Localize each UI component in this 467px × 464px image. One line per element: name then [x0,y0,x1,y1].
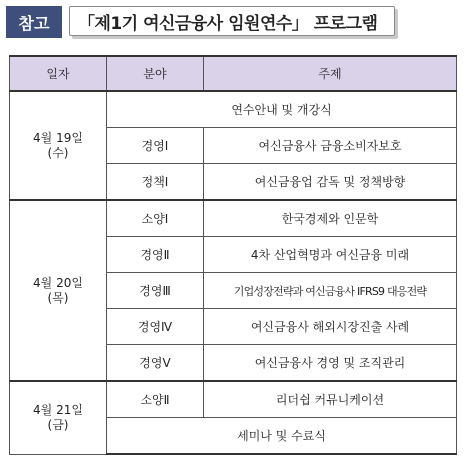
table-row [10,381,457,418]
topic-cell: 리더쉽 커뮤니케이션 [204,381,457,418]
column-header-topic: 주제 [204,56,457,91]
field-cell: 경영Ⅳ [107,309,204,345]
weekday-text: (수) [47,145,69,160]
topic-cell: 여신금융사 해외시장진출 사례 [204,309,457,345]
page-title: 「제1기 여신금융사 임원연수」 프로그램 [69,6,395,36]
table-row [10,200,457,237]
date-cell [10,200,107,381]
field-cell: 경영Ⅰ [107,128,204,164]
reference-badge: 참고 [6,6,62,38]
page-header [6,6,461,40]
topic-cell: 한국경제와 인문학 [204,200,457,237]
field-cell: 경영Ⅱ [107,237,204,273]
column-header-date: 일자 [10,56,107,91]
field-cell: 경영Ⅲ [107,273,204,309]
date-text: 4월 21일 [33,402,83,417]
program-table [9,55,457,455]
table-header-row [10,56,457,91]
topic-cell: 여신금융사 금융소비자보호 [204,128,457,164]
topic-cell: 연수안내 및 개강식 [107,91,457,128]
topic-cell: 여신금융사 경영 및 조직관리 [204,345,457,382]
field-cell: 정책Ⅰ [107,164,204,201]
weekday-text: (금) [47,417,69,432]
date-text: 4월 19일 [33,130,83,145]
weekday-text: (목) [47,290,69,305]
date-cell [10,381,107,454]
topic-cell: 세미나 및 수료식 [107,418,457,455]
field-cell: 소양Ⅱ [107,381,204,418]
field-cell: 경영Ⅴ [107,345,204,382]
field-cell: 소양Ⅰ [107,200,204,237]
topic-cell: 기업성장전략과 여신금융사 IFRS9 대응전략 [204,273,457,309]
topic-cell: 여신금융업 감독 및 정책방향 [204,164,457,201]
date-cell [10,91,107,200]
table-row [10,91,457,128]
column-header-field: 분야 [107,56,204,91]
date-text: 4월 20일 [33,275,83,290]
topic-cell: 4차 산업혁명과 여신금융 미래 [204,237,457,273]
